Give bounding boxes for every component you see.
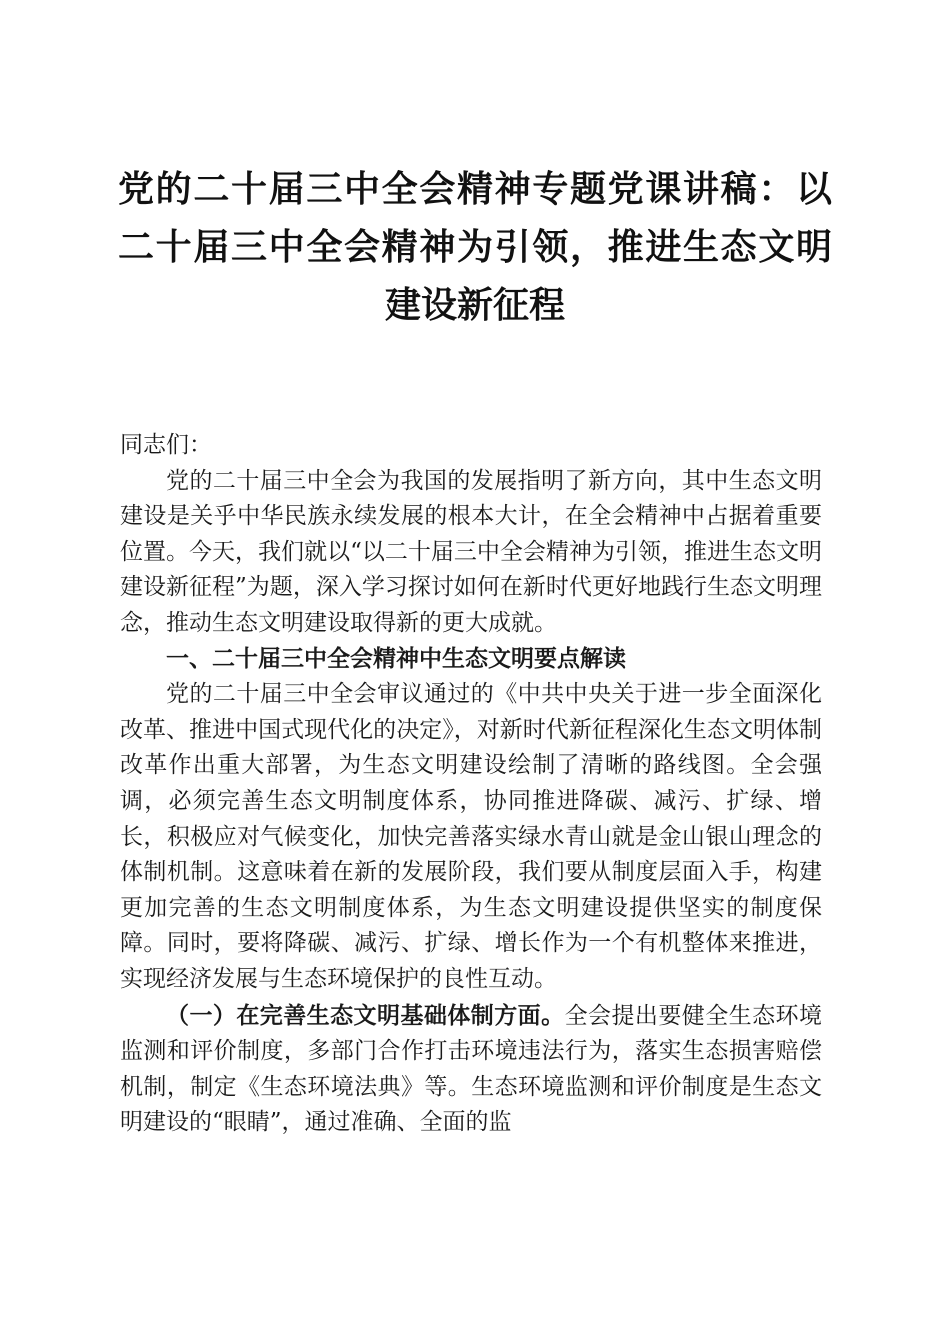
salutation: 同志们： (120, 432, 212, 458)
subsection-text: 全会提出要健全生态环境监测和评价制度，多部门合作打击环境违法行为，落实生态损害赔偿机制，制定《生态环境法典》等。生态环境监测和评价制度是生态文明建设的“眼睛”，通过准确、全面的监 (120, 1002, 823, 1136)
subsection-paragraph (120, 998, 822, 1141)
subsection-lead: （一）在完善生态文明基础体制方面。 (166, 1001, 565, 1029)
document-title: 党的二十届三中全会精神专题党课讲稿：以二十届三中全会精神为引领，推进生态文明建设新征程 (118, 168, 832, 326)
section-paragraph: 党的二十届三中全会审议通过的《中共中央关于进一步全面深化改革、推进中国式现代化的决定》，对新时代新征程深化生态文明体制改革作出重大部署，为生态文明建设绘制了清晰的路线图。全会强调，必须完善生态文明制度体系，协同推进降碳、减污、扩绿、增长，积极应对气候变化，加快完善落实绿水青山就是金山银山理念的体制机制。这意味着在新的发展阶段，我们要从制度层面入手，构建更加完善的生态文明制度体系，为生态文明建设提供坚实的制度保障。同时，要将降碳、减污、扩绿、增长作为一个有机整体来推进，实现经济发展与生态环境保护的良性互动。 (120, 681, 822, 992)
intro-paragraph: 党的二十届三中全会为我国的发展指明了新方向，其中生态文明建设是关乎中华民族永续发展的根本大计，在全会精神中占据着重要位置。今天，我们就以“以二十届三中全会精神为引领，推进生态文明建设新征程”为题，深入学习探讨如何在新时代更好地践行生态文明理念，推动生态文明建设取得新的更大成就。 (120, 467, 822, 636)
document-body (120, 428, 822, 1141)
section-heading: 一、二十届三中全会精神中生态文明要点解读 (166, 645, 626, 672)
